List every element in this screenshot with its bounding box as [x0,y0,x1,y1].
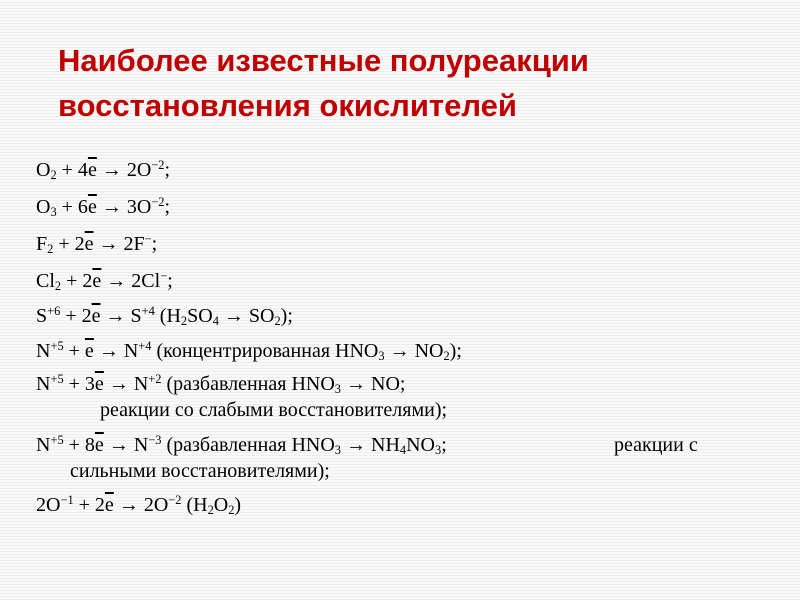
reaction-n-dilute-weak: $N^{+5} + 3е \to N^{+2}$ (разбавленная $HNO_3$ → NO; [36,372,406,397]
reaction-peroxide: $2O^{-1} + 2е \to 2O^{-2}$ $(H_2O_2)$ [36,493,242,518]
reaction-o2: $O_2 + 4е \to 2O^{-2}$; [36,158,171,183]
title-line-1: Наиболее известные полуреакции [58,43,589,78]
reaction-n-dilute-strong: $N^{+5} + 8е \to N^{-3}$ (разбавленная $HNO_3 \to NH_4NO_3$; [36,433,447,458]
reaction-cl2: $Cl_2 + 2е \to 2Cl^-$; [36,269,173,294]
reaction-f2: $F_2 + 2е \to 2F^-$; [36,232,158,257]
slide-title [58,38,758,128]
title-line-2: восстановления окислителей [58,88,517,123]
reaction-n-dilute-weak-continuation: реакции со слабыми восстановителями); [100,399,448,421]
reaction-o3: $O_3 + 6е \to 3O^{-2}$; [36,195,171,220]
reaction-n-dilute-strong-note: реакции с [614,434,698,456]
reaction-n-concentrated: $N^{+5} + е \to N^{+4}$ (концентрированная $HNO_3 \to NO_2$); [36,339,462,364]
reaction-n-dilute-strong-continuation: сильными восстановителями); [70,460,330,482]
reaction-sulfur: $S^{+6} + 2е \to S^{+4}$ $(H_2SO_4 \to SO_2)$; [36,304,293,329]
